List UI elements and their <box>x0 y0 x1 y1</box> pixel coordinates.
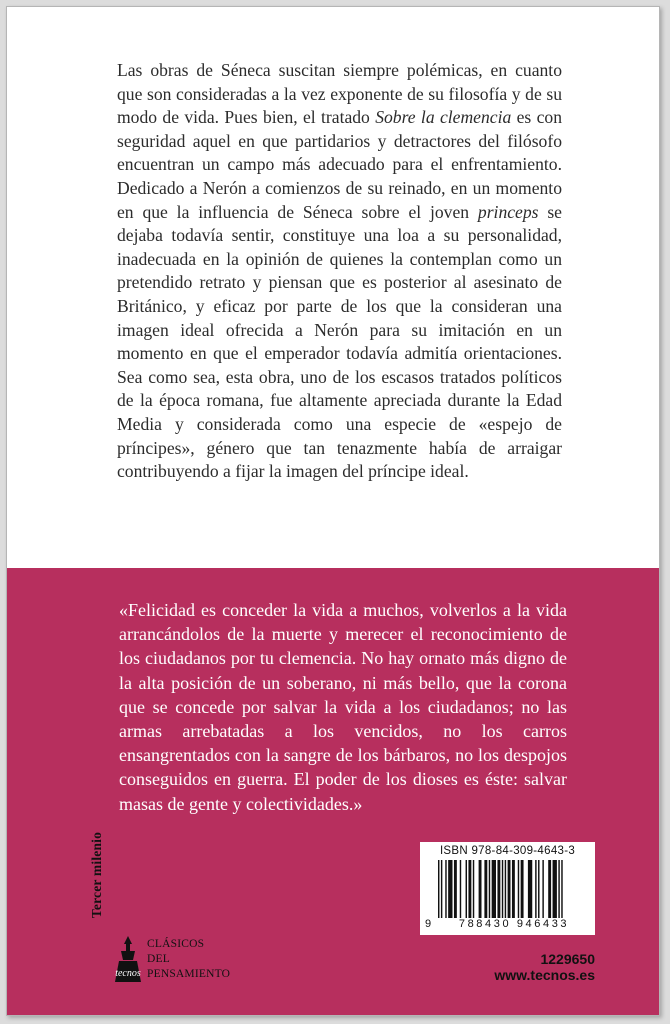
barcode-bar-14 <box>502 860 503 918</box>
synopsis-text <box>117 59 562 484</box>
barcode-bar-16 <box>508 860 511 918</box>
ean-digits: 788430 946433 <box>458 918 570 930</box>
synopsis-title-italic: Sobre la clemencia <box>375 107 512 128</box>
barcode-icon <box>436 860 586 920</box>
collection-line-2: DEL <box>147 953 170 965</box>
series-name: Tercer milenio <box>89 831 104 919</box>
collection-name <box>147 937 230 982</box>
synopsis-part-1: Las obras de Séneca suscitan siempre polémicas, en cuanto que son consideradas a la vez exponente de su filosofía y de su modo de vida. Pues bien, el tratado <box>117 60 562 128</box>
barcode-bar-20 <box>528 860 532 918</box>
synopsis-part-2: es con seguridad aquel en que partidarios y detractores del filósofo encuentran un campo más adecuado para el enfrentamiento. Dedicado a Nerón a comienzos de su reinado, en un momento en que la influencia de Séneca sobre el joven <box>117 107 562 222</box>
publisher-block <box>111 934 271 994</box>
barcode-bar-21 <box>535 860 536 918</box>
synopsis-part-3: se dejaba todavía sentir, constituye una loa a su personalidad, inadecuada en la opinión de quienes la contemplan como un pretendido retrato y piensan que es posterior al asesinato de Británico, y eficaz por parte de los que la consideran una imagen ideal ofrecida a Nerón para su imitación en un momento en que el emperador todavía admitía orientaciones. Sea como sea, esta obra, uno de los escasos tratados políticos de la época romana, fue altamente apreciada durante la Edad Media y considerada como una especie de «espejo de príncipes», género que tan tenazmente había de arraigar contribuyendo a fijar la imagen del príncipe ideal. <box>117 201 562 482</box>
barcode-bar-24 <box>548 860 551 918</box>
barcode-bar-22 <box>538 860 539 918</box>
collection-line-3: PENSAMIENTO <box>147 968 231 980</box>
barcode-bar-23 <box>542 860 543 918</box>
barcode-bar-1 <box>441 860 442 918</box>
barcode-bar-9 <box>479 860 482 918</box>
barcode-box <box>420 842 595 935</box>
barcode-bar-11 <box>489 860 490 918</box>
synopsis-princeps-italic: princeps <box>477 201 539 222</box>
barcode-bar-12 <box>492 860 496 918</box>
barcode-bar-25 <box>553 860 557 918</box>
barcode-bar-17 <box>512 860 515 918</box>
isbn-label: ISBN 978-84-309-4643-3 <box>439 845 576 857</box>
barcode-bar-18 <box>518 860 519 918</box>
barcode-bar-15 <box>505 860 506 918</box>
tecnos-logo-text: tecnos <box>115 968 141 979</box>
tecnos-logo-icon <box>111 934 145 990</box>
barcode-bar-3 <box>448 860 452 918</box>
barcode-bar-5 <box>460 860 461 918</box>
barcode-bar-0 <box>438 860 439 918</box>
barcode-bar-4 <box>454 860 457 918</box>
barcode-bar-8 <box>473 860 474 918</box>
product-code: 1229650 <box>540 951 595 967</box>
quote-text: «Felicidad es conceder la vida a muchos, volverlos a la vida arrancándolos de la muerte y merecer el reconocimiento de los ciudadanos por tu clemencia. No hay ornato más digno de la alta posición de un soberano, ni más bello, que la corona que se concede por salvar la vida a los ciudadanos; no las armas arrebatadas a los vencidos, no los carros ensangrentados con la sangre de los bárbaros, no los despojos conseguidos en guerra. El poder de los dioses es éste: salvar masas de gente y colectividades.» <box>119 600 567 814</box>
book-back-cover <box>6 6 660 1016</box>
barcode-bar-6 <box>466 860 467 918</box>
barcode-bar-27 <box>561 860 562 918</box>
barcode-bar-10 <box>484 860 487 918</box>
barcode-bar-7 <box>468 860 471 918</box>
barcode-bar-26 <box>558 860 559 918</box>
collection-line-1: CLÁSICOS <box>147 938 205 950</box>
barcode-bar-19 <box>521 860 524 918</box>
ean-first-digit: 9 <box>425 918 432 930</box>
website-link[interactable]: www.tecnos.es <box>494 967 595 983</box>
barcode-bar-13 <box>497 860 500 918</box>
barcode-bar-2 <box>445 860 446 918</box>
